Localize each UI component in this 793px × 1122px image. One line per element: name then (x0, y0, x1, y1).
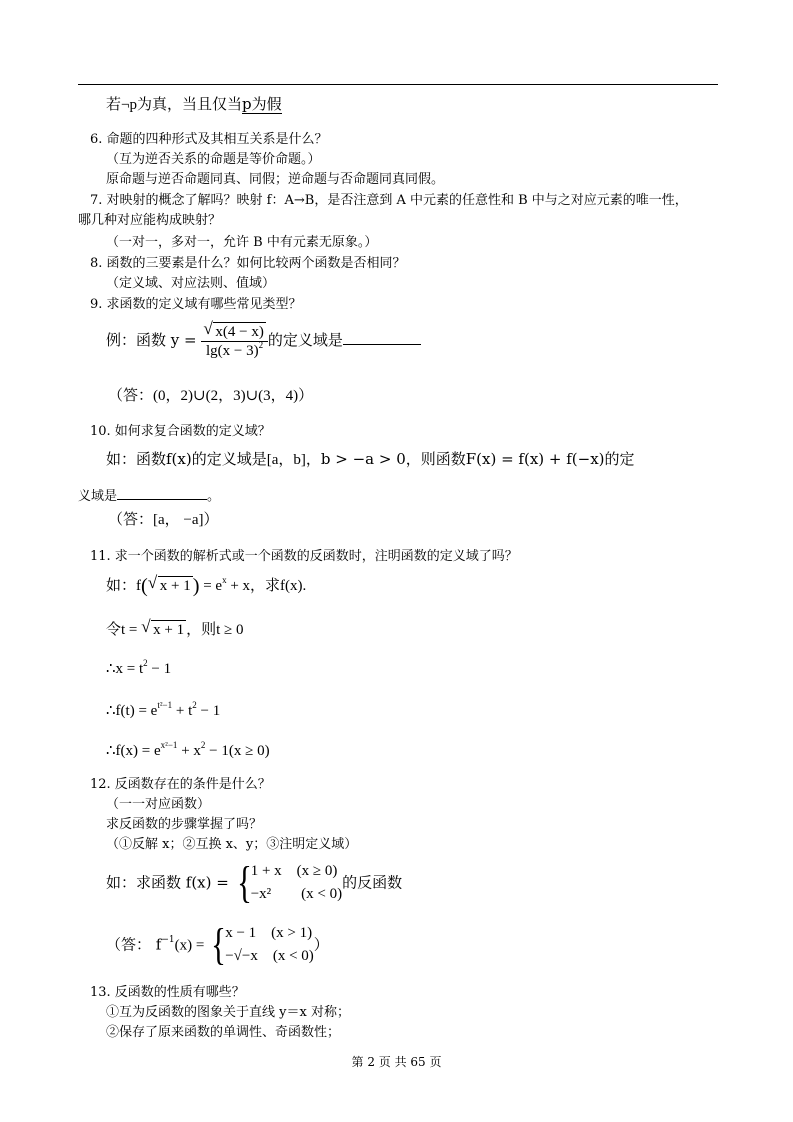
q12-ans-prefix: （答： f (106, 935, 162, 954)
q11-example: 如：f( √ $x + 1) = e^x + x$，求f(x). (106, 573, 307, 597)
q11-ex-eq: = e (199, 578, 223, 594)
q9-denominator-exp: 2 (258, 339, 264, 350)
q7-note: （一对一，多对一，允许 B 中有元素无原象。） (106, 235, 378, 250)
q7-line1: 7. 对映射的概念了解吗？映射 f：A→B，是否注意到 A 中元素的任意性和 B 中与之对应元素的唯一性， (90, 193, 688, 208)
q12-example: 如：求函数 f(x) = { 1 + x (x ≥ 0) −x² (x < 0) 的反函数 (106, 858, 403, 908)
q11-step4-exp2: 2 (200, 739, 206, 750)
q10-blank (117, 487, 207, 500)
q11-step2-b: − 1 (147, 661, 172, 677)
q11-ex-exp: x (222, 574, 227, 585)
q12-ex-case2: −x² (x < 0) (250, 886, 343, 903)
q9-example-suffix: 的定义域是 (267, 331, 343, 349)
q11-step3-exp: t²−1 (157, 699, 173, 710)
q10-title: 10. 如何求复合函数的定义域？ (90, 424, 271, 439)
p-false-underlined: p为假 (242, 95, 282, 113)
q11-step4-cond: (x ≥ 0) (228, 743, 270, 759)
header-prefix: 若 (106, 95, 122, 113)
q11-step3-b: + t (172, 703, 193, 719)
q12-ans-mid: (x) = (174, 937, 209, 954)
q12-ex-suffix: 的反函数 (342, 873, 403, 892)
q8-title: 8. 函数的三要素是什么？如何比较两个函数是否相同？ (90, 256, 406, 271)
q11-ex-arg: x + 1 (159, 578, 191, 594)
q12-ex-prefix: 如：求函数 f(x) = (106, 873, 234, 892)
q11-step1-b: ，则t ≥ 0 (186, 622, 244, 638)
q10-answer (108, 510, 219, 529)
q9-title: 9. 求函数的定义域有哪些常见类型？ (90, 297, 302, 312)
q10-answer-open: （答： (108, 510, 154, 528)
q12-ans-sup: −1 (161, 935, 175, 946)
q11-step3-a: ∴f(t) = e (106, 703, 158, 719)
q9-answer-open: （答： (108, 386, 154, 404)
q13-item2: ②保存了原来函数的单调性、奇函数性； (106, 1025, 341, 1040)
q10-answer-close: ） (203, 510, 219, 528)
q11-step3-exp2: 2 (192, 699, 197, 710)
q11-step4 (106, 739, 270, 760)
q11-step4-a: ∴f(x) = e (106, 743, 161, 759)
q11-step4-exp: x²−1 (160, 739, 178, 750)
q12-ans-case1: x − 1 (x > 1) (225, 925, 313, 941)
q8-note: （定义域、对应法则、值域） (106, 276, 276, 291)
q9-example (106, 319, 421, 360)
q12-steps: （①反解 x；②互换 x、y；③注明定义域） (106, 837, 358, 852)
q9-answer (108, 386, 313, 405)
q12-ans-cases (225, 922, 314, 969)
q12-steps-question: 求反函数的步骤掌握了吗？ (106, 817, 263, 832)
q12-ans-suffix: ） (313, 935, 329, 954)
q11-step2-exp: 2 (143, 657, 148, 668)
q11-step3-c: − 1 (196, 703, 221, 719)
q9-denominator: lg(x − 3) (206, 343, 259, 359)
q10-line2-text: 义域是 (78, 489, 118, 504)
header-middle: 为真，当且仅当 (136, 95, 242, 113)
q10-line1-a: 如：函数f(x)的定义域是 (106, 450, 267, 468)
q10-line2-end: 。 (207, 489, 221, 504)
q10-line1-b: ，b > −a > 0，则函数F(x) = f(x) + f(−x)的定 (305, 450, 635, 468)
q10-line2 (78, 487, 220, 505)
q12-ans-case2: −√−x (x < 0) (225, 948, 314, 965)
q12-note: （一一对应函数） (106, 797, 211, 812)
q11-step1-rad: x + 1 (153, 622, 185, 638)
q11-step2-a: ∴x = t (106, 661, 144, 677)
q6-body: 原命题与逆否命题同真、同假；逆命题与否命题同真同假。 (106, 172, 445, 187)
q12-answer: （答： $f^{-1}(x)$ = { x − 1 (x > 1) −√−x (x < 0) ） (106, 920, 329, 970)
q12-ex-case1: 1 + x (x ≥ 0) (250, 863, 338, 879)
q9-numerator: x(4 − x) (215, 324, 264, 340)
q11-step4-c: − 1 (205, 743, 229, 759)
q11-step1: 令t = √ x + 1 ，则t ≥ 0 (106, 617, 244, 638)
q13-title: 13. 反函数的性质有哪些？ (90, 985, 245, 1000)
q11-ex-rest: + x，求f(x). (226, 578, 307, 594)
q9-fraction: √ x(4 − x) $\lg(x - 3)^2$ (201, 322, 267, 360)
neg-p: ¬p (121, 97, 137, 113)
q12-title: 12. 反函数存在的条件是什么？ (90, 777, 271, 792)
q12-ex-cases (251, 860, 342, 907)
q9-example-prefix: 例：函数 y = (106, 331, 202, 349)
q6-note: （互为逆否关系的命题是等价命题。） (106, 152, 321, 167)
q6-title: 6. 命题的四种形式及其相互关系是什么？ (90, 132, 328, 147)
q11-step1-a: 令t = (106, 622, 142, 638)
q11-ex-prefix: 如：f (106, 578, 141, 594)
header-rule (78, 84, 718, 85)
q11-step4-b: + x (177, 743, 201, 759)
q9-answer-value: (0，2)∪(2，3)∪(3，4) (153, 388, 299, 404)
q11-title: 11. 求一个函数的解析式或一个函数的反函数时，注明函数的定义域了吗？ (90, 549, 518, 564)
q10-answer-value: [a， −a] (153, 512, 204, 528)
q10-interval: [a，b] (266, 452, 306, 468)
q11-step2 (106, 657, 172, 678)
q9-answer-close: ） (298, 386, 314, 404)
header-line (106, 95, 282, 114)
q9-blank (343, 330, 421, 345)
q7-line2: 哪几种对应能构成映射？ (78, 213, 222, 228)
q10-line1 (106, 450, 635, 469)
page-footer: 第 2 页 共 65 页 (351, 1055, 442, 1069)
q11-step3 (106, 699, 221, 720)
q13-item1: ①互为反函数的图象关于直线 y＝x 对称； (106, 1005, 350, 1020)
